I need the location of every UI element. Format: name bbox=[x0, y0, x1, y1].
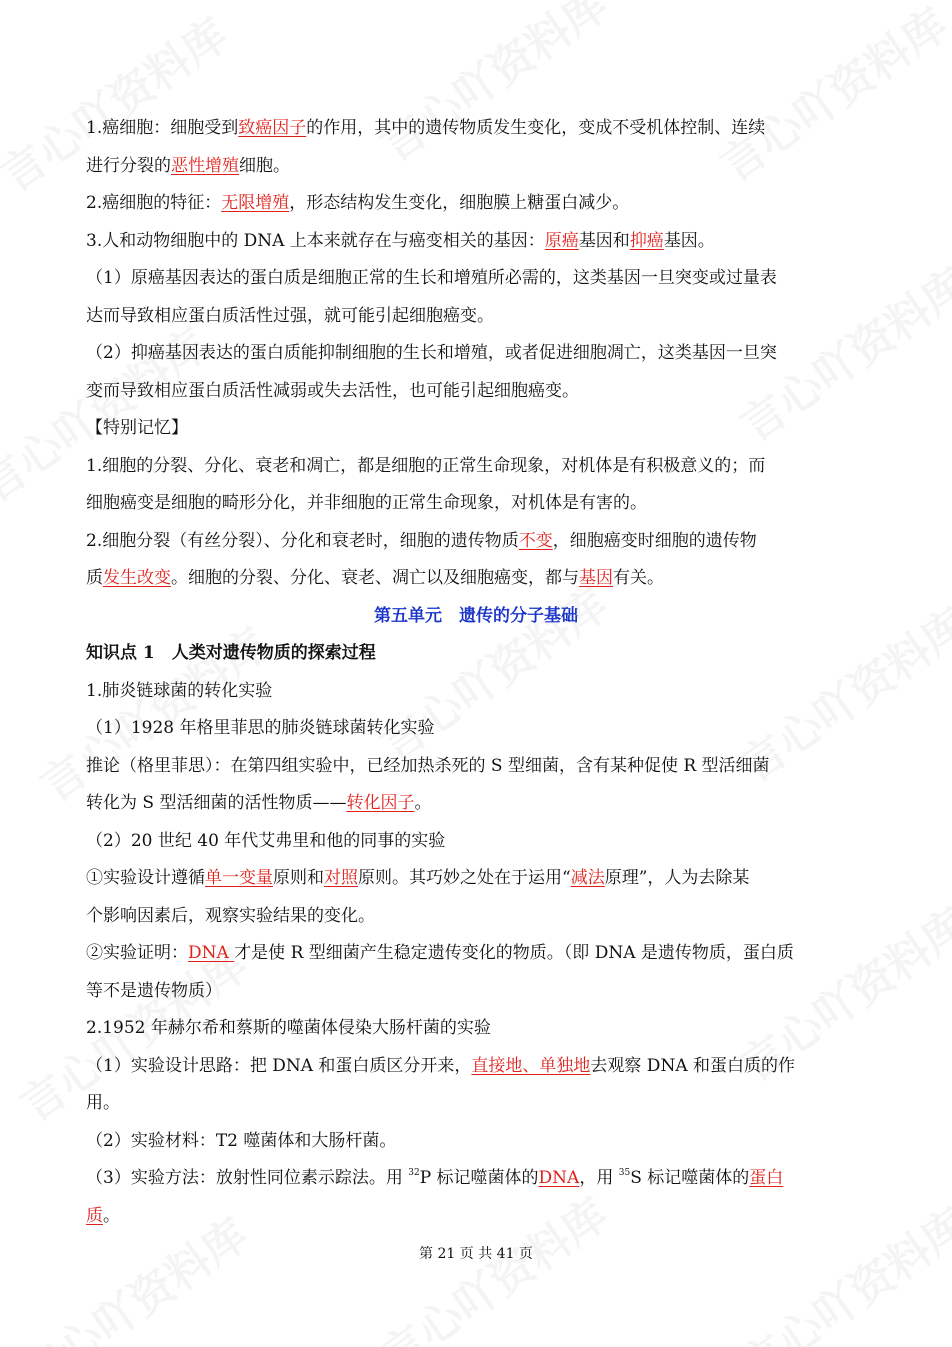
paragraph-line: 等不是遗传物质） bbox=[86, 980, 222, 1001]
key-term: 基因 bbox=[579, 568, 613, 588]
knowledge-point-title: 知识点 1 人类对遗传物质的探索过程 bbox=[86, 643, 376, 663]
paragraph-line: （1）原癌基因表达的蛋白质是细胞正常的生长和增殖所必需的，这类基因一旦突变或过量表 bbox=[86, 268, 777, 288]
paragraph-line: 2.1952 年赫尔希和蔡斯的噬菌体侵染大肠杆菌的实验 bbox=[86, 1018, 491, 1038]
page-footer: 第 21 页 共 41 页 bbox=[419, 1246, 533, 1262]
key-term: 蛋白 bbox=[749, 1168, 784, 1188]
paragraph-line: 细胞癌变是细胞的畸形分化，并非细胞的正常生命现象，对机体是有害的。 bbox=[86, 493, 647, 513]
paragraph-line: 2.细胞分裂（有丝分裂）、分化和衰老时，细胞的遗传物质不变，细胞癌变时细胞的遗传物 bbox=[86, 530, 757, 551]
key-term: 质 bbox=[86, 1205, 103, 1226]
paragraph-line: 质发生改变。细胞的分裂、分化、衰老、凋亡以及细胞癌变，都与基因有关。 bbox=[86, 568, 664, 588]
paragraph-line: 达而导致相应蛋白质活性过强，就可能引起细胞癌变。 bbox=[86, 305, 494, 326]
key-term: DNA bbox=[188, 943, 235, 963]
paragraph-line: （2）抑癌基因表达的蛋白质能抑制细胞的生长和增殖，或者促进细胞凋亡，这类基因一旦突 bbox=[86, 343, 777, 363]
key-term: 致癌因子 bbox=[238, 118, 307, 138]
key-term: 发生改变 bbox=[103, 568, 171, 588]
unit-title: 第五单元 遗传的分子基础 bbox=[374, 605, 578, 626]
key-term: DNA bbox=[538, 1168, 580, 1188]
key-term: 不变 bbox=[518, 530, 553, 551]
paragraph-line: （2）20 世纪 40 年代艾弗里和他的同事的实验 bbox=[86, 830, 446, 851]
key-term: 直接地、单独地 bbox=[471, 1055, 591, 1076]
memo-heading: 【特别记忆】 bbox=[86, 418, 188, 438]
paragraph-line: （2）实验材料：T2 噬菌体和大肠杆菌。 bbox=[86, 1130, 397, 1151]
isotope-superscript: 32 bbox=[408, 1168, 420, 1178]
key-term: 转化因子 bbox=[346, 793, 415, 813]
paragraph-line: 质。 bbox=[86, 1205, 120, 1226]
paragraph-line: （1）实验设计思路：把 DNA 和蛋白质区分开来，直接地、单独地去观察 DNA 和蛋白质的作 bbox=[86, 1055, 795, 1076]
paragraph-line: 转化为 S 型活细菌的活性物质——转化因子。 bbox=[86, 793, 432, 813]
paragraph-line: 1.癌细胞：细胞受到致癌因子的作用，其中的遗传物质发生变化，变成不受机体控制、连续 bbox=[86, 118, 766, 138]
paragraph-line: 个影响因素后，观察实验结果的变化。 bbox=[86, 905, 375, 926]
paragraph-line: 1.肺炎链球菌的转化实验 bbox=[86, 680, 273, 701]
isotope-superscript: 35 bbox=[618, 1168, 631, 1178]
key-term: 单一变量 bbox=[205, 868, 273, 888]
paragraph-line: ①实验设计遵循单一变量原则和对照原则。其巧妙之处在于运用“减法原理”，人为去除某 bbox=[86, 868, 750, 888]
key-term: 恶性增殖 bbox=[171, 155, 239, 176]
paragraph-line: 进行分裂的恶性增殖细胞。 bbox=[86, 155, 290, 176]
paragraph-line: 用。 bbox=[86, 1093, 120, 1113]
key-term: 对照 bbox=[324, 868, 358, 888]
paragraph-line: ②实验证明：DNA 才是使 R 型细菌产生稳定遗传变化的物质。（即 DNA 是遗传物质，蛋白质 bbox=[86, 943, 794, 963]
document-page bbox=[86, 110, 866, 1235]
paragraph-line: 3.人和动物细胞中的 DNA 上本来就存在与癌变相关的基因：原癌基因和抑癌基因。 bbox=[86, 230, 715, 251]
paragraph-line: （1）1928 年格里菲思的肺炎链球菌转化实验 bbox=[86, 718, 435, 738]
key-term: 抑癌 bbox=[629, 230, 664, 251]
key-term: 无限增殖 bbox=[221, 193, 290, 213]
paragraph-line: 变而导致相应蛋白质活性减弱或失去活性，也可能引起细胞癌变。 bbox=[86, 380, 579, 401]
key-term: 原癌 bbox=[544, 230, 579, 251]
paragraph-line: 推论（格里菲思）：在第四组实验中，已经加热杀死的 S 型细菌，含有某种促使 R 型活细菌 bbox=[86, 755, 770, 776]
paragraph-line: （3）实验方法：放射性同位素示踪法。用 $^{32}$P 标记噬菌体的DNA，用 $^{35}$S 标记噬菌体的蛋白 bbox=[86, 1168, 784, 1188]
paragraph-line: 2.癌细胞的特征：无限增殖，形态结构发生变化，细胞膜上糖蛋白减少。 bbox=[86, 193, 630, 213]
paragraph-line: 1.细胞的分裂、分化、衰老和凋亡，都是细胞的正常生命现象，对机体是有积极意义的；而 bbox=[86, 455, 766, 476]
key-term: 减法 bbox=[570, 868, 605, 888]
